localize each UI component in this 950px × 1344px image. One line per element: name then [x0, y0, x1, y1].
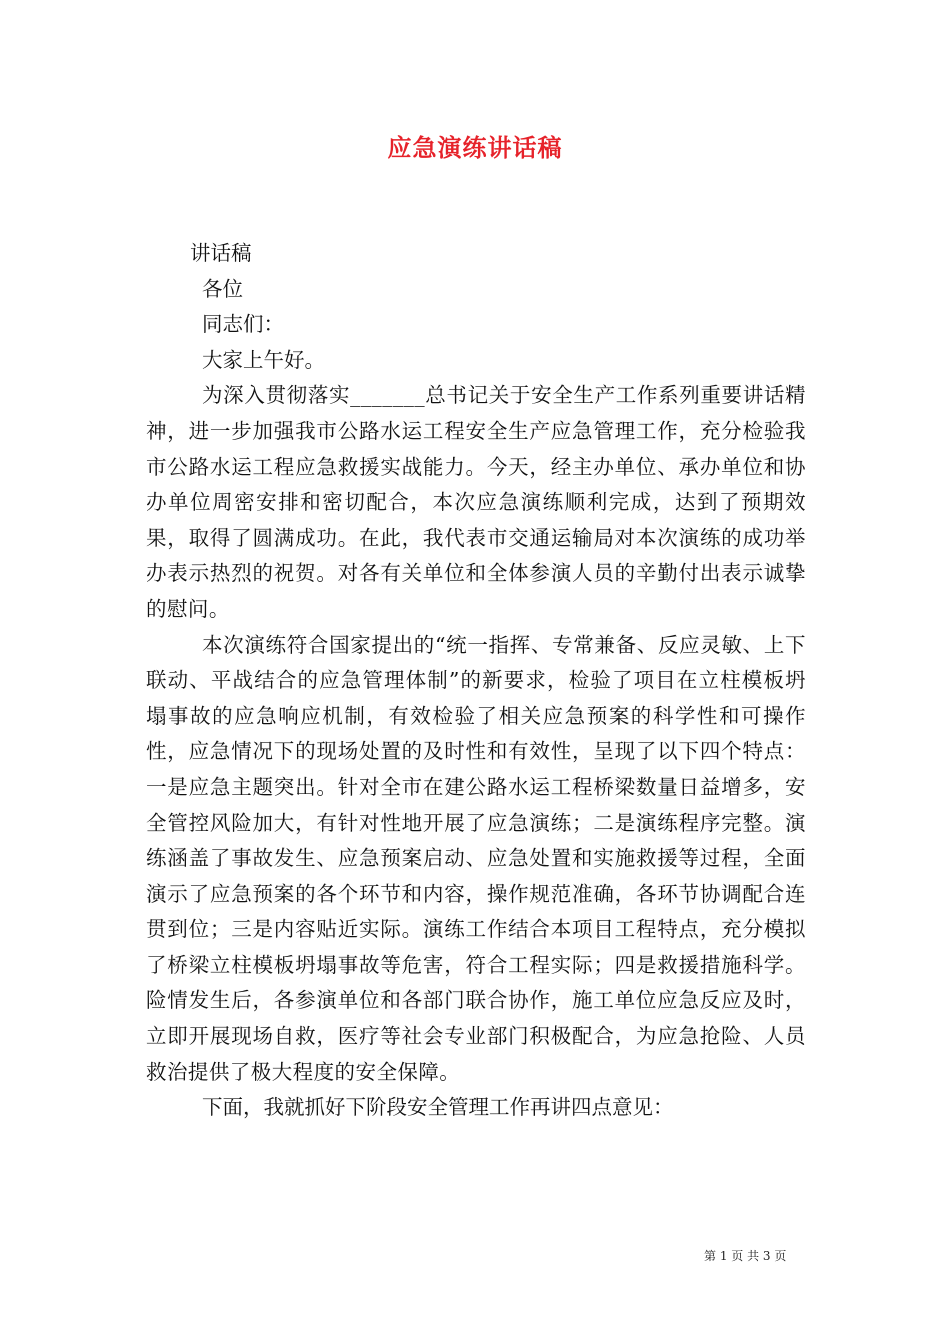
salutation-line-1: 各位: [202, 276, 243, 301]
greeting-line: 大家上午好。: [202, 347, 325, 372]
document-body: [146, 236, 806, 1126]
salutation-line-2: 同志们：: [202, 312, 284, 337]
page-indicator: 第 1 页 共 3 页: [704, 1249, 787, 1263]
heading-label: 讲话稿: [190, 241, 252, 265]
paragraph-2: 本次演练符合国家提出的“统一指挥、专常兼备、反应灵敏、上下联动、平战结合的应急管理体制”的新要求，检验了项目在立柱模板坍塌事故的应急响应机制，有效检验了相关应急预案的科学性和可操作性，应急情况下的现场处置的及时性和有效性，呈现了以下四个特点：一是应急主题突出。针对全市在建公路水运工程桥梁数量日益增多，安全管控风险加大，有针对性地开展了应急演练；二是演练程序完整。演练涵盖了事故发生、应急预案启动、应急处置和实施救援等过程，全面演示了应急预案的各个环节和内容，操作规范准确，各环节协调配合连贯到位；三是内容贴近实际。演练工作结合本项目工程特点，充分模拟了桥梁立柱模板坍塌事故等危害，符合工程实际；四是救援措施科学。险情发生后，各参演单位和各部门联合协作，施工单位应急反应及时，立即开展现场自救，医疗等社会专业部门积极配合，为应急抢险、人员救治提供了极大程度的安全保障。: [146, 632, 806, 1084]
paragraph-1: 为深入贯彻落实_______总书记关于安全生产工作系列重要讲话精神，进一步加强我市公路水运工程安全生产应急管理工作，充分检验我市公路水运工程应急救援实战能力。今天，经主办单位、承办单位和协办单位周密安排和密切配合，本次应急演练顺利完成，达到了预期效果，取得了圆满成功。在此，我代表市交通运输局对本次演练的成功举办表示热烈的祝贺。对各有关单位和全体参演人员的辛勤付出表示诚挚的慰问。: [146, 383, 806, 621]
paragraph-3: 下面，我就抓好下阶段安全管理工作再讲四点意见：: [202, 1095, 674, 1120]
document-title: 应急演练讲话稿: [387, 133, 563, 162]
